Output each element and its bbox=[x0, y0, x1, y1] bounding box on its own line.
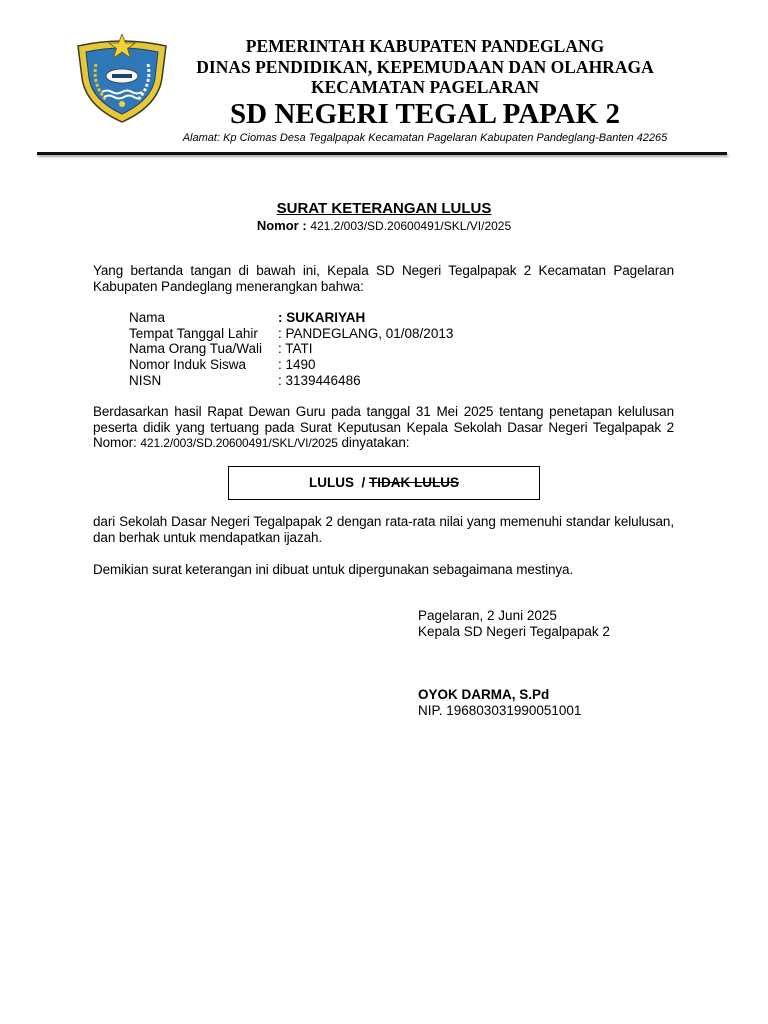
identity-value: : TATI bbox=[278, 341, 313, 356]
basis-text: Berdasarkan hasil Rapat Dewan Guru pada tanggal 31 Mei 2025 tentang penetapan kelulusan peserta didik yang tertuang pada Surat Keputusan Kepala Sekolah Dasar Negeri Tegalpapak 2 Nomor: bbox=[93, 404, 674, 450]
letter-number-label: Nomor : bbox=[256, 218, 307, 233]
graduation-status-box bbox=[228, 466, 540, 500]
result-paragraph: dari Sekolah Dasar Negeri Tegalpapak 2 dengan rata-rata nilai yang memenuhi standar kelulusan, dan berhak untuk mendapatkan ijazah. bbox=[93, 514, 674, 545]
signature-position: Kepala SD Negeri Tegalpapak 2 bbox=[418, 624, 610, 639]
basis-paragraph bbox=[93, 404, 674, 452]
identity-value: : 1490 bbox=[278, 357, 316, 372]
closing-paragraph: Demikian surat keterangan ini dibuat untuk dipergunakan sebagaimana mestinya. bbox=[93, 562, 574, 577]
signatory-nip: NIP. 196803031990051001 bbox=[418, 703, 582, 718]
header-department: DINAS PENDIDIKAN, KEPEMUDAAN DAN OLAHRAGA bbox=[196, 57, 654, 77]
letterhead-divider bbox=[37, 152, 727, 155]
identity-label: Nomor Induk Siswa bbox=[129, 357, 247, 372]
identity-value: : PANDEGLANG, 01/08/2013 bbox=[278, 326, 454, 341]
identity-label: Nama Orang Tua/Wali bbox=[129, 341, 263, 356]
status-fail-struck: TIDAK LULUS bbox=[369, 475, 459, 490]
basis-number: 421.2/003/SD.20600491/SKL/VI/2025 bbox=[140, 436, 338, 450]
pandeglang-regency-emblem-icon bbox=[72, 34, 172, 126]
header-school-name: SD NEGERI TEGAL PAPAK 2 bbox=[230, 98, 620, 130]
identity-value: : SUKARIYAH bbox=[278, 310, 366, 325]
identity-label: Tempat Tanggal Lahir bbox=[129, 326, 258, 341]
letter-number bbox=[0, 218, 768, 233]
letter-number-value: 421.2/003/SD.20600491/SKL/VI/2025 bbox=[310, 219, 512, 233]
identity-label: Nama bbox=[129, 310, 166, 325]
header-district: KECAMATAN PAGELARAN bbox=[311, 77, 539, 97]
basis-suffix: dinyatakan: bbox=[337, 435, 410, 450]
status-pass: LULUS / bbox=[309, 475, 369, 490]
header-government: PEMERINTAH KABUPATEN PANDEGLANG bbox=[245, 36, 605, 56]
identity-value: : 3139446486 bbox=[278, 373, 361, 388]
intro-paragraph: Yang bertanda tangan di bawah ini, Kepala SD Negeri Tegalpapak 2 Kecamatan Pagelaran Kabupaten Pandeglang menerangkan bahwa: bbox=[93, 263, 674, 294]
identity-label: NISN bbox=[129, 373, 162, 388]
signatory-name: OYOK DARMA, S.Pd bbox=[418, 687, 550, 702]
header-address: Alamat: Kp Ciomas Desa Tegalpapak Kecamatan Pagelaran Kabupaten Pandeglang-Banten 42265 bbox=[182, 132, 668, 144]
signature-place-date: Pagelaran, 2 Juni 2025 bbox=[418, 608, 557, 623]
letter-title: SURAT KETERANGAN LULUS bbox=[276, 200, 492, 217]
